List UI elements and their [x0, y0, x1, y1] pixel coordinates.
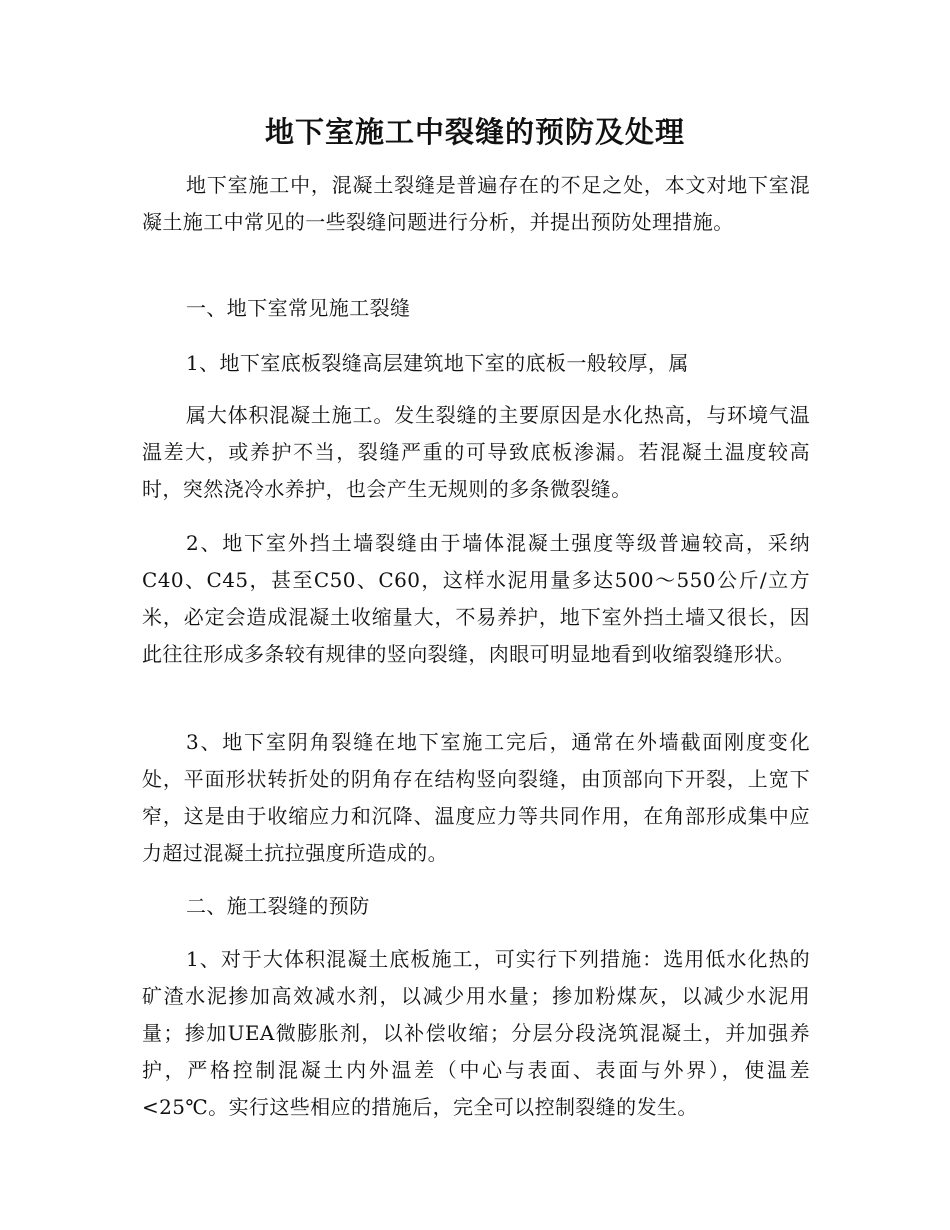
paragraph-item-1: 1、地下室底板裂缝高层建筑地下室的底板一般较厚，属: [186, 351, 689, 375]
paragraph-item-3: 3、地下室阴角裂缝在地下室施工完后，通常在外墙截面刚度变化处，平面形状转折处的阴角存在结构竖向裂缝，由顶部向下开裂，上宽下窄，这是由于收缩应力和沉降、温度应力等共同作用，在角部形成集中应力超过混凝土抗拉强度所造成的。: [142, 730, 810, 865]
document-title: 地下室施工中裂缝的预防及处理: [264, 115, 685, 149]
paragraph-item-1-cont: 属大体积混凝土施工。发生裂缝的主要原因是水化热高，与环境气温温差大，或养护不当，裂缝严重的可导致底板渗漏。若混凝土温度较高时，突然浇冷水养护，也会产生无规则的多条微裂缝。: [142, 403, 810, 501]
section-heading-2: 二、施工裂缝的预防: [186, 894, 370, 918]
paragraph-prevention-1: 1、对于大体积混凝土底板施工，可实行下列措施：选用低水化热的矿渣水泥掺加高效减水剂，以减少用水量；掺加粉煤灰，以减少水泥用量；掺加UEA微膨胀剂，以补偿收缩；分层分段浇筑混凝土，并加强养护，严格控制混凝土内外温差（中心与表面、表面与外界），使温差<25℃。实行这些相应的措施后，完全可以控制裂缝的发生。: [142, 947, 810, 1119]
paragraph-item-2: 2、地下室外挡土墙裂缝由于墙体混凝土强度等级普遍较高，采纳C40、C45，甚至C50、C60，这样水泥用量多达500～550公斤/立方米，必定会造成混凝土收缩量大，不易养护，地下室外挡土墙又很长，因此往往形成多条较有规律的竖向裂缝，肉眼可明显地看到收缩裂缝形状。: [142, 531, 810, 666]
paragraph-intro: 地下室施工中，混凝土裂缝是普遍存在的不足之处，本文对地下室混凝土施工中常见的一些裂缝问题进行分析，并提出预防处理措施。: [142, 173, 810, 234]
section-heading-1: 一、地下室常见施工裂缝: [186, 296, 411, 320]
